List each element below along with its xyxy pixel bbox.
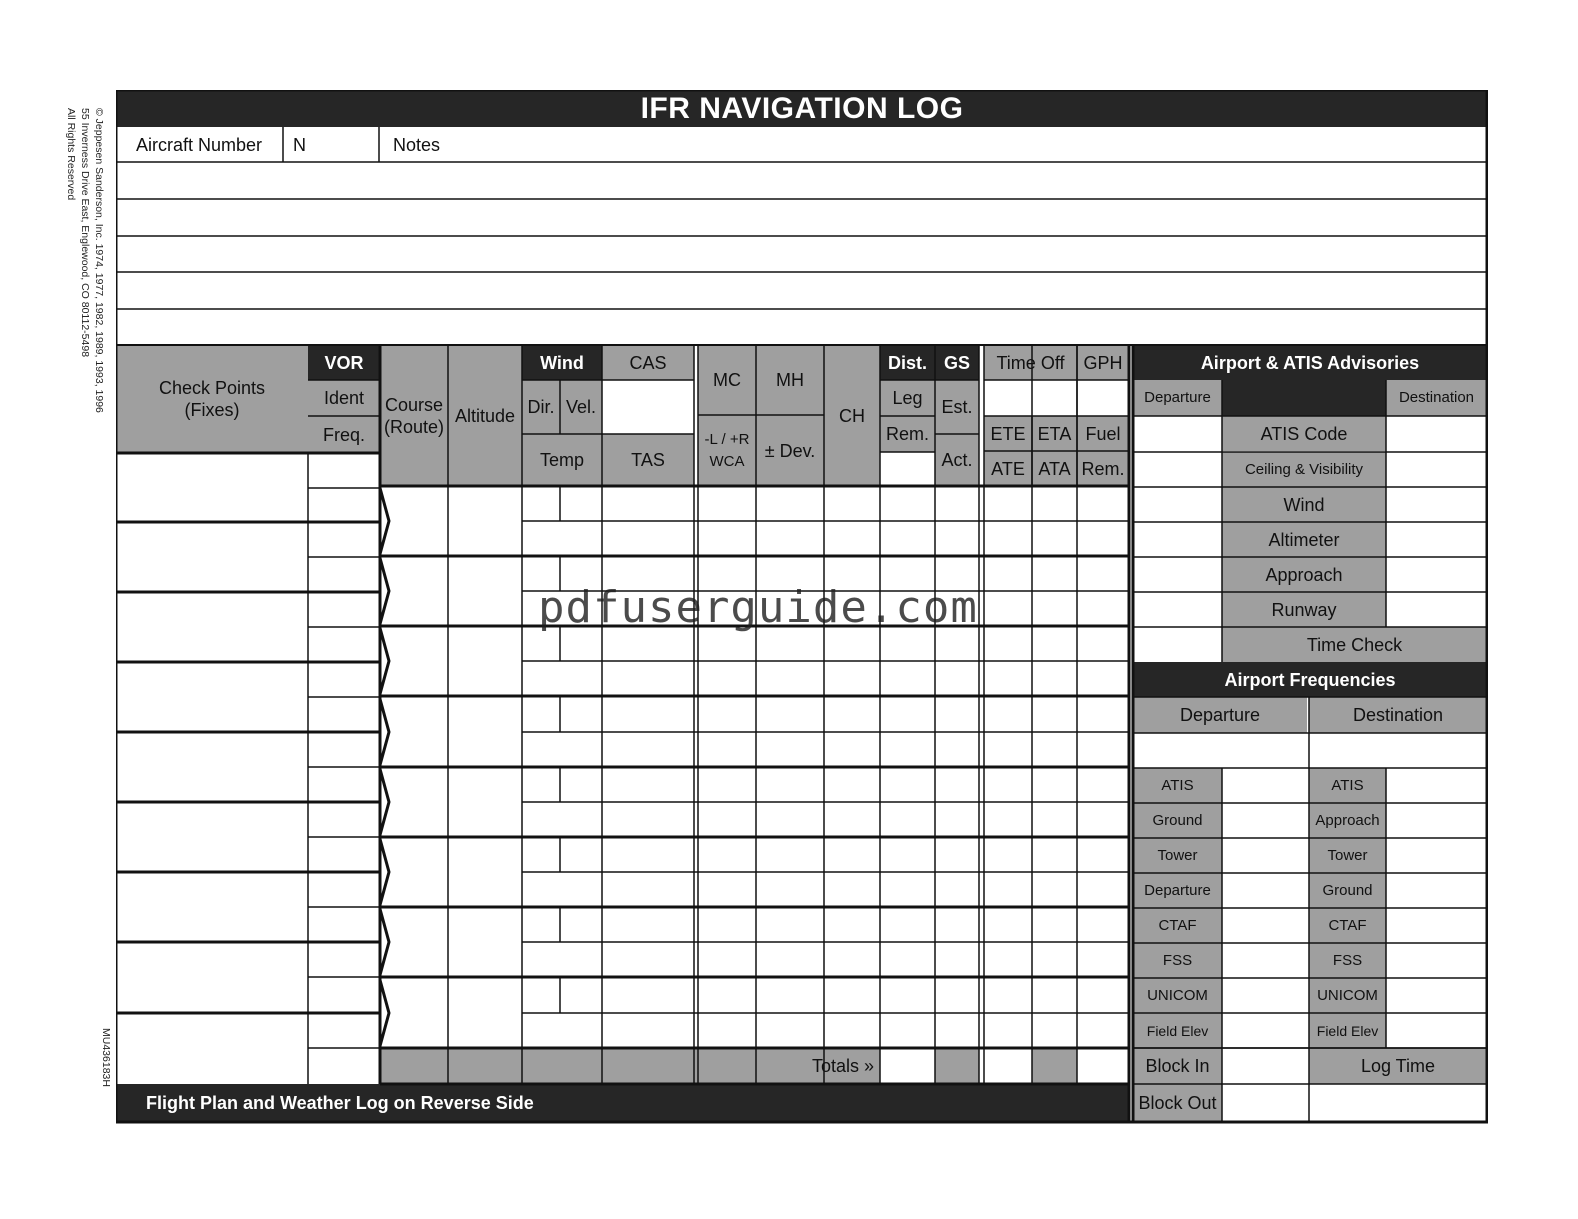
mc-header: MC [713,370,741,390]
departure-freq-label: Ground [1152,811,1203,829]
destination-freq-label: Tower [1327,846,1368,864]
ceiling-visibility-label: Ceiling & Visibility [1244,460,1364,478]
form-code: MU436183H [100,1028,112,1087]
notes-label: Notes [393,134,441,155]
dist-leg-header: Leg [892,388,923,408]
copyright-address: 55 Inverness Drive East, Englewood, CO 80112-5498 [79,108,91,358]
watermark: pdfuserguide.com [538,582,978,633]
destination-freq-label: FSS [1332,951,1363,969]
destination-freq-label: CTAF [1328,916,1367,934]
destination-freq-label: Approach [1315,811,1380,829]
check-points-header: Check Points (Fixes) [158,378,266,420]
copyright-line: © Jeppesen Sanderson, Inc. 1974, 1977, 1982, 1989, 1993, 1996 [93,108,105,413]
vor-header: VOR [308,345,380,380]
destination-freq-label: Ground [1322,881,1373,899]
aircraft-number-label: Aircraft Number [136,134,263,155]
dist-header: Dist. [880,345,935,380]
reverse-side-note: Flight Plan and Weather Log on Reverse Side [116,1084,1129,1122]
destination-freq-label: UNICOM [1317,986,1378,1004]
aircraft-n-prefix: N [293,134,306,155]
gs-header: GS [935,345,979,380]
dist-rem-header: Rem. [885,424,929,444]
log-time-label: Log Time [1360,1056,1436,1076]
copyright-notice [64,108,106,413]
departure-freq-label: FSS [1162,951,1193,969]
tas-header: TAS [631,450,665,470]
atis-title: Airport & ATIS Advisories [1133,345,1487,380]
wind-vel-header: Vel. [565,397,597,417]
departure-freq-label: Field Elev [1146,1022,1209,1039]
wind-label: Wind [1283,494,1325,515]
ete-header: ETE [990,423,1026,444]
block-in-label: Block In [1145,1056,1210,1076]
deviation-header: ± Dev. [764,440,816,461]
destination-freq-label: ATIS [1331,776,1364,794]
temp-header: Temp [539,450,584,470]
runway-label: Runway [1271,599,1337,620]
atis-destination-header: Destination [1398,389,1475,406]
ident-header: Ident [323,388,365,408]
departure-freq-label: CTAF [1158,916,1197,934]
approach-label: Approach [1265,564,1343,585]
totals-label: Totals » [811,1056,874,1076]
ata-header: ATA [1038,458,1071,479]
time-off-header: Time Off [996,352,1065,373]
atis-departure-header: Departure [1144,389,1211,406]
frequencies-departure-header: Departure [1179,705,1261,725]
fuel-header: Fuel [1085,423,1121,444]
gs-act-header: Act. [941,450,973,470]
wind-dir-header: Dir. [527,397,555,417]
wind-header: Wind [522,345,602,380]
ch-header: CH [839,405,865,426]
ate-header: ATE [991,458,1025,479]
frequencies-destination-header: Destination [1352,705,1444,725]
block-out-label: Block Out [1138,1093,1217,1113]
frequencies-title: Airport Frequencies [1133,662,1487,697]
gph-header: GPH [1083,352,1123,373]
departure-freq-label: ATIS [1161,776,1194,794]
wca-header: -L / +R WCA [704,430,750,470]
fuel-rem-header: Rem. [1081,458,1125,479]
gs-est-header: Est. [941,397,973,417]
departure-freq-label: Tower [1157,846,1198,864]
time-check-label: Time Check [1306,634,1403,655]
mh-header: MH [776,370,804,390]
cas-header: CAS [629,352,667,373]
departure-freq-label: Departure [1144,881,1211,899]
departure-freq-label: UNICOM [1147,986,1208,1004]
copyright-rights: All Rights Reserved [65,108,77,201]
atis-code-label: ATIS Code [1260,423,1348,444]
destination-freq-label: Field Elev [1316,1022,1379,1039]
eta-header: ETA [1037,423,1072,444]
form-title: IFR NAVIGATION LOG [116,90,1488,127]
freq-header: Freq. [322,424,365,445]
course-header: Course (Route) [383,394,445,437]
altitude-header: Altitude [454,405,516,426]
altimeter-label: Altimeter [1268,529,1340,550]
